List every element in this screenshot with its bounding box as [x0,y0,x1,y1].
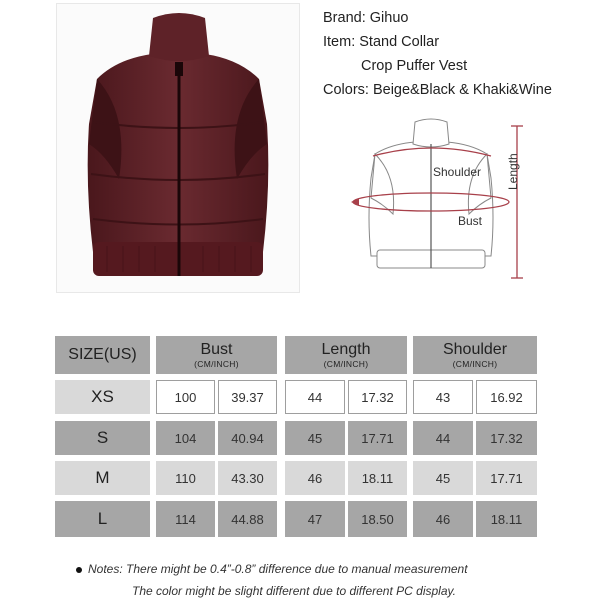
value-cell: 44.88 [218,501,277,537]
value-cell: 17.71 [476,461,537,495]
value-cell: 17.32 [348,380,407,414]
vest-illustration [57,4,299,292]
colors-text: Colors: Beige&Black & Khaki&Wine [323,82,552,98]
bust-header [156,336,277,374]
note-line-1 [76,562,468,576]
note-line-1-text: Notes: There might be 0.4”-0.8” difference due to manual measurement [88,562,468,576]
value-cell: 45 [285,421,345,455]
item-text: Item: Stand Collar [323,34,440,50]
value-cell: 43 [413,380,473,414]
length-label: Length [506,153,520,190]
shoulder-label: Shoulder [433,165,482,179]
value-cell: 44 [285,380,345,414]
value-cell: 39.37 [218,380,277,414]
value-cell: 47 [285,501,345,537]
shoulder-header-label: Shoulder [442,341,508,358]
value-cell: 104 [156,421,215,455]
note-line-2: The color might be slight different due to different PC display. [132,584,456,598]
value-cell: 45 [413,461,473,495]
length-header [285,336,407,374]
bust-header-label: Bust [200,341,233,358]
size-cell-s: S [55,421,150,455]
brand-text: Brand: Gihuo [323,10,409,26]
size-cell-l: L [55,501,150,537]
product-photo [56,3,300,293]
value-cell: 16.92 [476,380,537,414]
value-cell: 44 [413,421,473,455]
length-header-unit: (CM/INCH) [323,359,369,369]
size-header [55,336,150,374]
value-cell: 43.30 [218,461,277,495]
value-cell: 110 [156,461,215,495]
product-info [323,6,552,102]
value-cell: 100 [156,380,215,414]
bust-header-unit: (CM/INCH) [194,359,239,369]
value-cell: 18.50 [348,501,407,537]
value-cell: 17.32 [476,421,537,455]
shoulder-header-unit: (CM/INCH) [452,359,498,369]
size-cell-m: M [55,461,150,495]
measurement-diagram [345,118,535,288]
shoulder-header [413,336,537,374]
length-header-label: Length [321,341,371,358]
item-text-continued: Crop Puffer Vest [361,58,468,74]
vest-outline [345,118,535,288]
value-cell: 46 [413,501,473,537]
size-table [55,333,539,539]
value-cell: 46 [285,461,345,495]
bullet-icon [76,567,82,573]
bust-label: Bust [458,214,483,228]
value-cell: 17.71 [348,421,407,455]
value-cell: 40.94 [218,421,277,455]
value-cell: 18.11 [348,461,407,495]
size-header-label: SIZE(US) [68,346,137,363]
value-cell: 18.11 [476,501,537,537]
value-cell: 114 [156,501,215,537]
size-cell-xs: XS [55,380,150,414]
